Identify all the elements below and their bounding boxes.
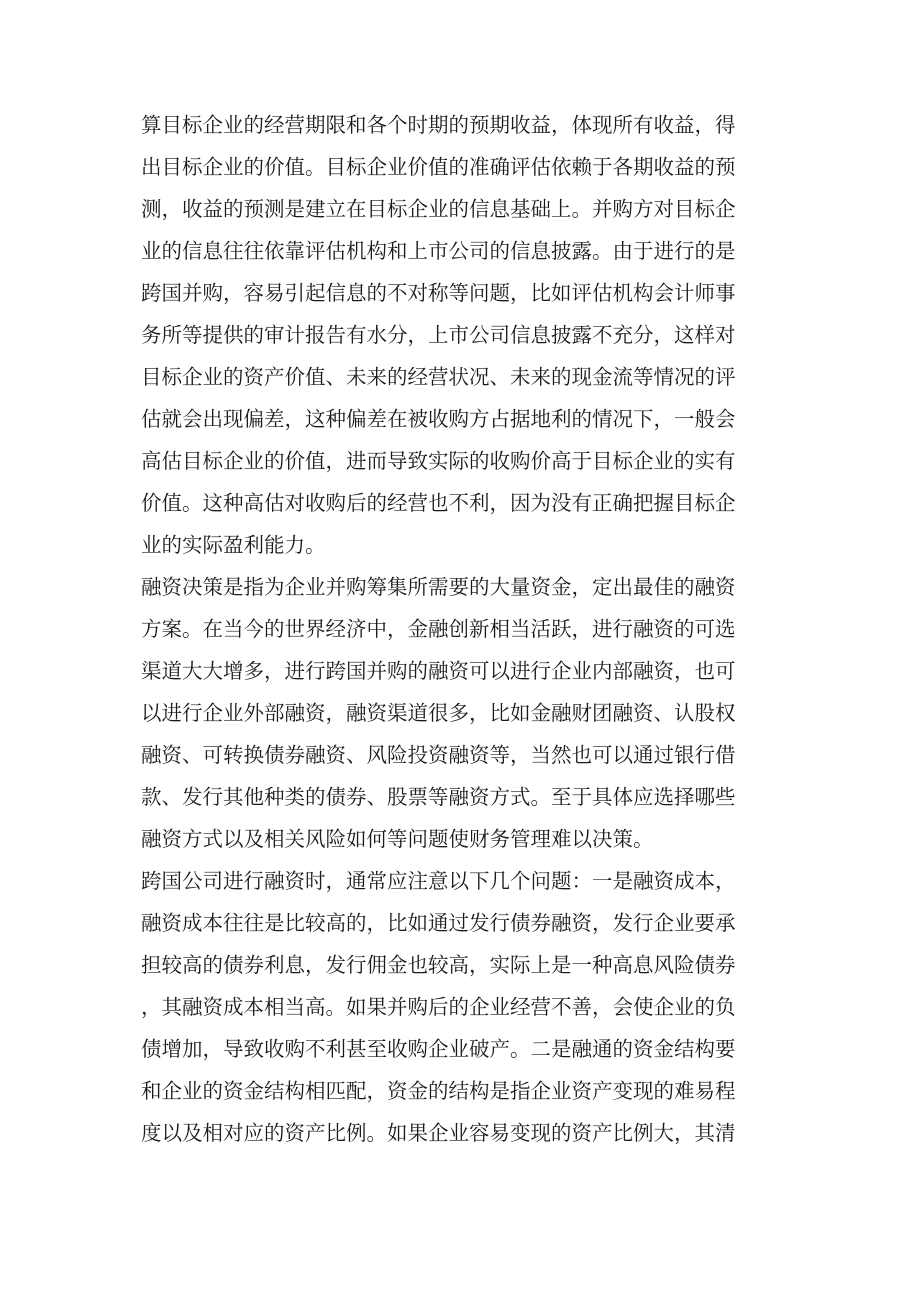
text-line: 高估目标企业的价值，进而导致实际的收购价高于目标企业的实有 bbox=[141, 449, 736, 473]
text-line: 业的信息往往依靠评估机构和上市公司的信息披露。由于进行的是 bbox=[141, 239, 736, 263]
text-line: 方案。在当今的世界经济中，金融创新相当活跃，进行融资的可选 bbox=[141, 617, 736, 641]
text-line: 融资方式以及相关风险如何等问题使财务管理难以决策。 bbox=[141, 827, 654, 851]
text-line: ，其融资成本相当高。如果并购后的企业经营不善，会使企业的负 bbox=[141, 995, 736, 1019]
text-line: 目标企业的资产价值、未来的经营状况、未来的现金流等情况的评 bbox=[141, 365, 736, 389]
text-line: 业的实际盈利能力。 bbox=[141, 533, 326, 557]
text-line: 价值。这种高估对收购后的经营也不利，因为没有正确把握目标企 bbox=[141, 491, 736, 515]
text-line: 务所等提供的审计报告有水分，上市公司信息披露不充分，这样对 bbox=[141, 323, 736, 347]
text-line: 测，收益的预测是建立在目标企业的信息基础上。并购方对目标企 bbox=[141, 197, 736, 221]
document-page bbox=[141, 104, 781, 1154]
paragraph-start-line: 融资决策是指为企业并购筹集所需要的大量资金，定出最佳的融资 bbox=[141, 575, 736, 599]
text-line: 以进行企业外部融资，融资渠道很多，比如金融财团融资、认股权 bbox=[141, 701, 736, 725]
text-line: 渠道大大增多，进行跨国并购的融资可以进行企业内部融资，也可 bbox=[141, 659, 736, 683]
text-line: 估就会出现偏差，这种偏差在被收购方占据地利的情况下，一般会 bbox=[141, 407, 736, 431]
text-line: 融资成本往往是比较高的，比如通过发行债券融资，发行企业要承 bbox=[141, 911, 736, 935]
text-line: 跨国并购，容易引起信息的不对称等问题，比如评估机构会计师事 bbox=[141, 281, 736, 305]
text-line: 和企业的资金结构相匹配，资金的结构是指企业资产变现的难易程 bbox=[141, 1079, 736, 1103]
text-line: 融资、可转换债券融资、风险投资融资等，当然也可以通过银行借 bbox=[141, 743, 736, 767]
text-line: 担较高的债券利息，发行佣金也较高，实际上是一种高息风险债券 bbox=[141, 953, 736, 977]
text-line: 款、发行其他种类的债券、股票等融资方式。至于具体应选择哪些 bbox=[141, 785, 736, 809]
text-line: 度以及相对应的资产比例。如果企业容易变现的资产比例大，其清 bbox=[141, 1121, 736, 1145]
paragraph-start-line: 跨国公司进行融资时，通常应注意以下几个问题：一是融资成本， bbox=[141, 869, 736, 893]
text-line: 算目标企业的经营期限和各个时期的预期收益，体现所有收益，得 bbox=[141, 113, 736, 137]
text-line: 出目标企业的价值。目标企业价值的准确评估依赖于各期收益的预 bbox=[141, 155, 736, 179]
text-line: 债增加，导致收购不利甚至收购企业破产。二是融通的资金结构要 bbox=[141, 1037, 736, 1061]
